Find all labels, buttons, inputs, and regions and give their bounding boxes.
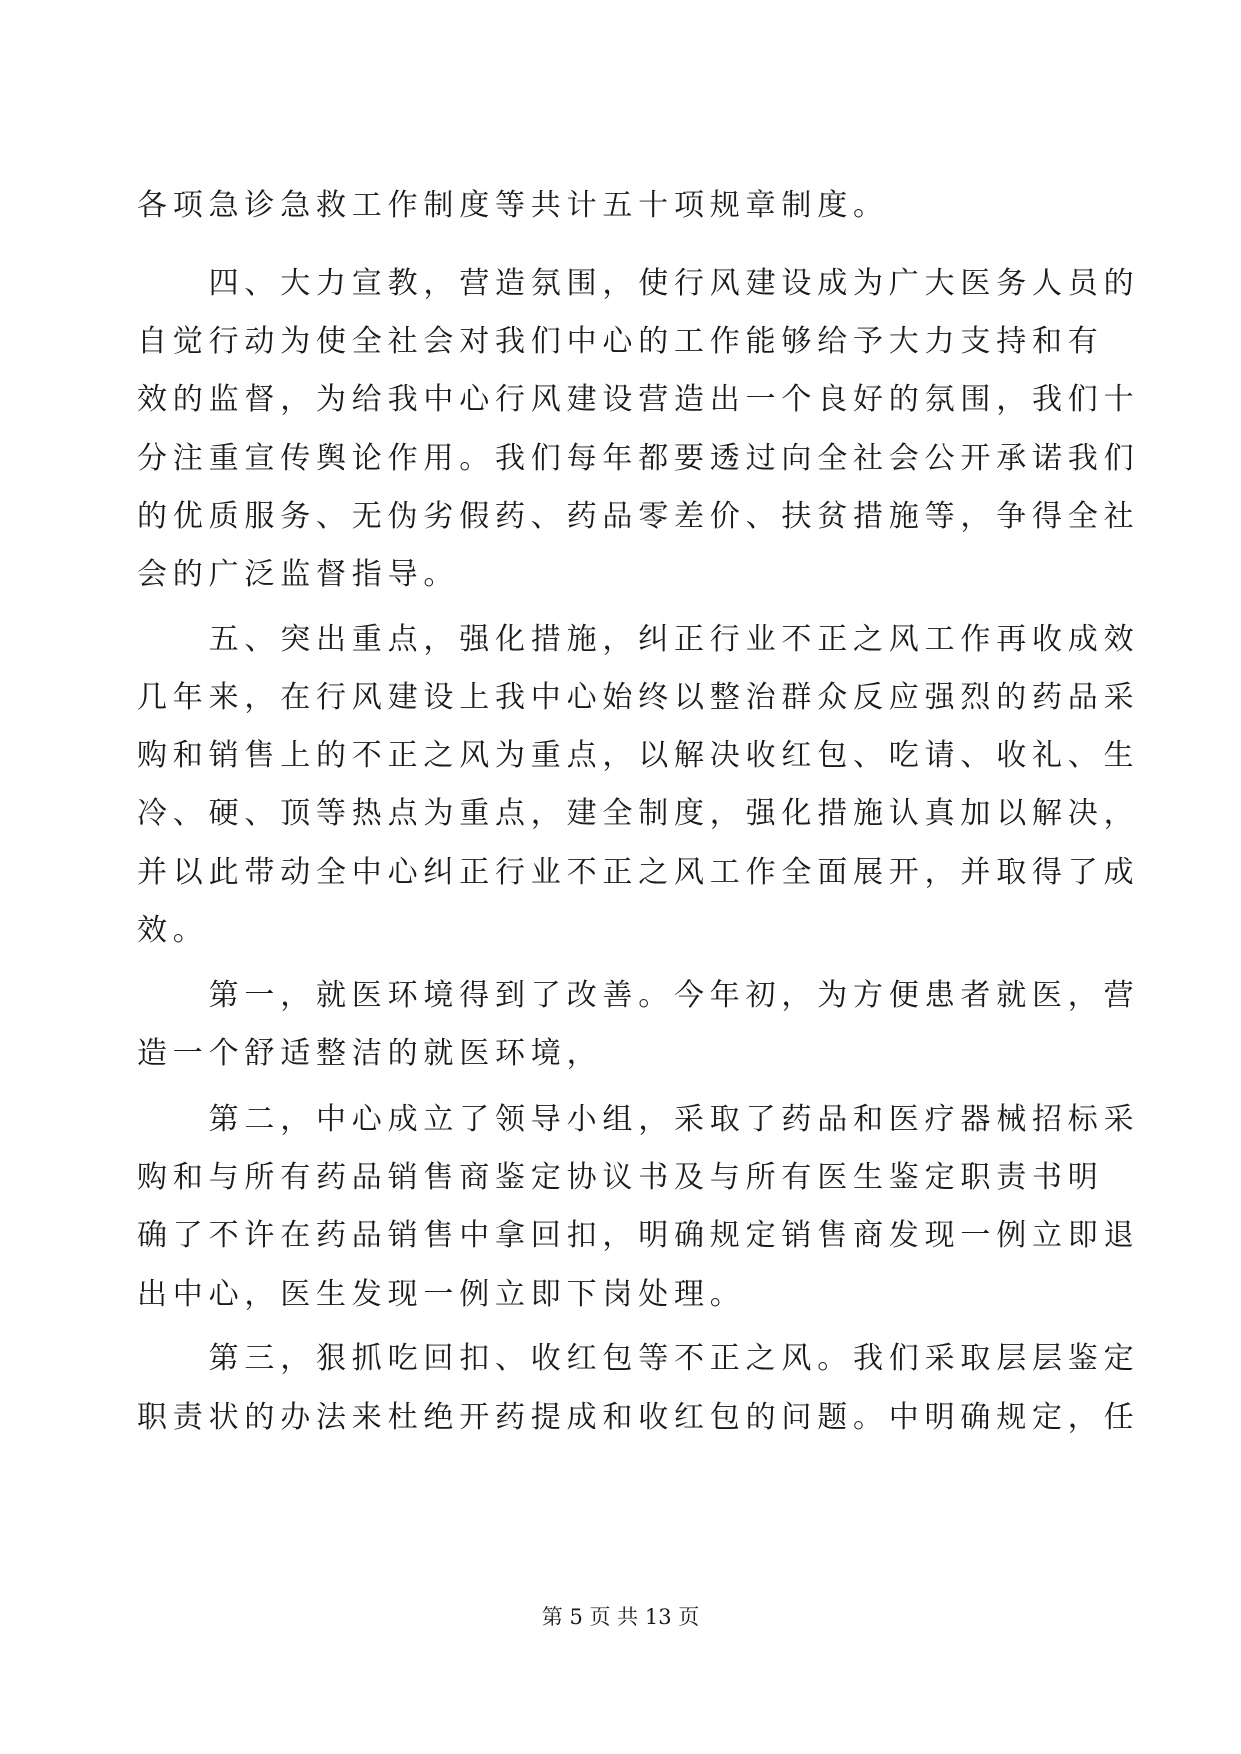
- text-line: 第一，就医环境得到了改善。今年初，为方便患者就医，营: [137, 978, 1140, 1013]
- text-line: 四、大力宣教，营造氛围，使行风建设成为广大医务人员的: [137, 266, 1140, 301]
- text-line: 购和销售上的不正之风为重点，以解决收红包、吃请、收礼、生: [137, 738, 1140, 773]
- text-line: 几年来，在行风建设上我中心始终以整治群众反应强烈的药品采: [137, 680, 1140, 715]
- text-line: 并以此带动全中心纠正行业不正之风工作全面展开，并取得了成: [137, 855, 1140, 890]
- text-line: 效。: [137, 913, 209, 948]
- text-line: 效的监督，为给我中心行风建设营造出一个良好的氛围，我们十: [137, 382, 1140, 417]
- text-line: 的优质服务、无伪劣假药、药品零差价、扶贫措施等，争得全社: [137, 499, 1140, 534]
- text-line: 造一个舒适整洁的就医环境，: [137, 1036, 603, 1071]
- text-line: 各项急诊急救工作制度等共计五十项规章制度。: [137, 188, 889, 223]
- text-line: 购和与所有药品销售商鉴定协议书及与所有医生鉴定职责书明: [137, 1160, 1104, 1195]
- text-line: 出中心，医生发现一例立即下岗处理。: [137, 1277, 746, 1312]
- text-line: 冷、硬、顶等热点为重点，建全制度，强化措施认真加以解决，: [137, 796, 1140, 831]
- page-number-footer: 第 5 页 共 13 页: [541, 1605, 700, 1629]
- text-line: 五、突出重点，强化措施，纠正行业不正之风工作再收成效: [137, 622, 1140, 657]
- text-line: 自觉行动为使全社会对我们中心的工作能够给予大力支持和有: [137, 324, 1104, 359]
- text-line: 会的广泛监督指导。: [137, 557, 460, 592]
- text-line: 分注重宣传舆论作用。我们每年都要透过向全社会公开承诺我们: [137, 441, 1140, 476]
- text-line: 第二，中心成立了领导小组，采取了药品和医疗器械招标采: [137, 1102, 1140, 1137]
- text-line: 第三，狠抓吃回扣、收红包等不正之风。我们采取层层鉴定: [137, 1341, 1140, 1376]
- text-line: 确了不许在药品销售中拿回扣，明确规定销售商发现一例立即退: [137, 1218, 1140, 1253]
- text-line: 职责状的办法来杜绝开药提成和收红包的问题。中明确规定，任: [137, 1400, 1140, 1435]
